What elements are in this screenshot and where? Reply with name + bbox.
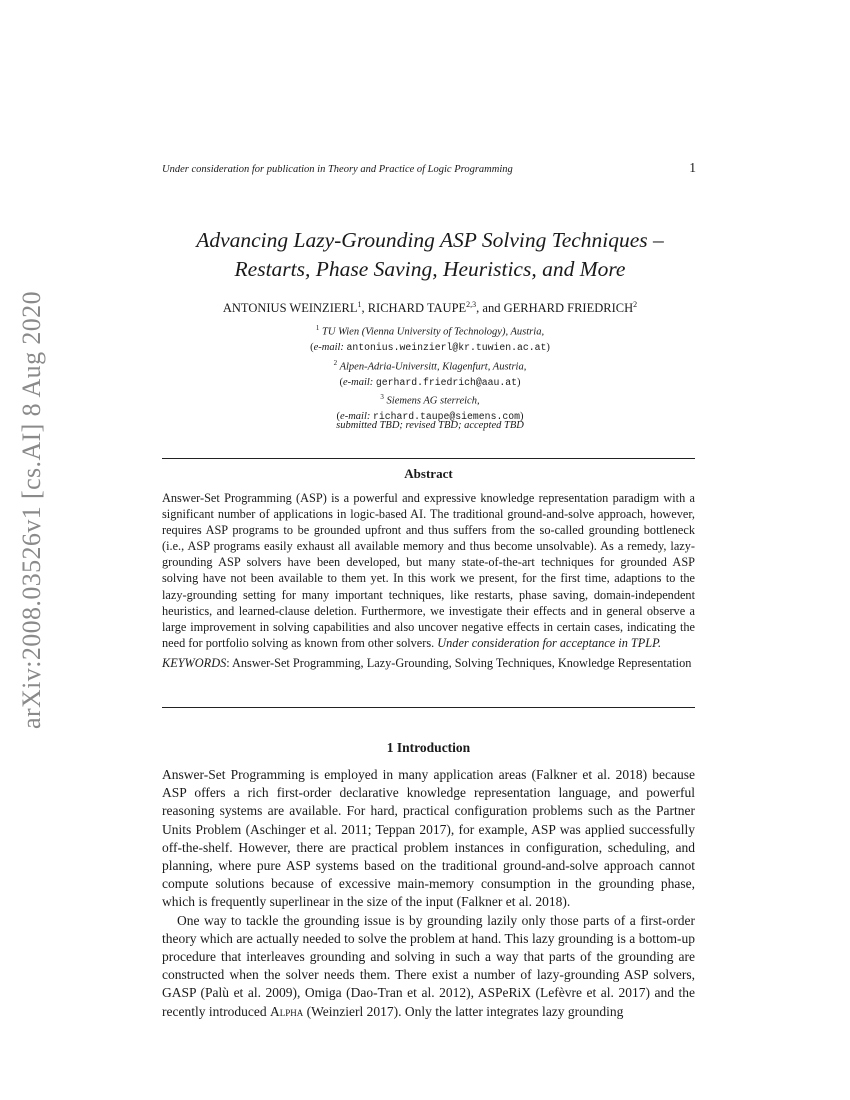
- author-affiliation-mark: 1: [357, 300, 362, 309]
- affiliation-line: [150, 356, 710, 375]
- author-affiliation-mark: 2,3: [466, 300, 477, 309]
- author-name: RICHARD TAUPE: [367, 301, 467, 316]
- author-name: GERHARD FRIEDRICH: [503, 301, 634, 316]
- affiliation-email-line: (e-mail: richard.taupe@siemens.com): [336, 411, 524, 422]
- paper-title: [150, 226, 710, 284]
- running-head-text: Under consideration for publication in Theory and Practice of Logic Programming: [162, 164, 513, 175]
- title-line-1: Advancing Lazy-Grounding ASP Solving Techniques –: [196, 228, 664, 252]
- abstract-note: Under consideration for acceptance in TPLP.: [437, 635, 662, 650]
- author-name: ANTONIUS WEINZIERL: [222, 301, 358, 316]
- author-separator: ,: [361, 301, 368, 316]
- author-list: [150, 300, 710, 316]
- author-email: richard.taupe@siemens.com: [372, 411, 520, 422]
- author-email: gerhard.friedrich@aau.at: [375, 376, 518, 388]
- arxiv-identifier: arXiv:2008.03526v1 [cs.AI] 8 Aug 2020: [17, 291, 47, 729]
- keywords: [162, 656, 695, 671]
- email-label: e-mail:: [342, 376, 374, 388]
- author-separator: , and: [476, 301, 504, 316]
- author-affiliation-mark: 2: [633, 300, 638, 309]
- abstract-bottom-rule: [162, 707, 695, 708]
- affiliation-mark: 3: [380, 393, 384, 401]
- arxiv-side-stamp: [9, 270, 55, 750]
- abstract-top-rule: [162, 458, 695, 459]
- keywords-list: : Answer-Set Programming, Lazy-Grounding, Solving Techniques, Knowledge Representation: [226, 656, 692, 670]
- submission-dates: submitted TBD; revised TBD; accepted TBD: [336, 420, 524, 431]
- author-email: antonius.weinzierl@kr.tuwien.ac.at: [346, 342, 547, 353]
- affiliation-mark: 1: [315, 324, 320, 332]
- affiliation-institution: TU Wien (Vienna University of Technology), Austria,: [322, 326, 545, 338]
- affiliation-line: [150, 390, 710, 409]
- abstract-text: Answer-Set Programming (ASP) is a powerful and expressive knowledge representation paradigm with a significant number of applications in logic-based AI. The traditional ground-and-solve approach, however, requires ASP programs to be grounded upfront and thus suffers from the so-called grounding bottleneck (i.e., ASP programs easily exhaust all available memory and thus become unsolvable). As a remedy, lazy-grounding ASP solvers have been developed, but many state-of-the-art techniques for grounded ASP solving have not been available to them yet. In this work we present, for the first time, adaptions to the lazy-grounding setting for many important techniques, like restarts, phase saving, domain-independent heuristics, and learned-clause deletion. Furthermore, we investigate their effects and in general observe a large improvement in solving capabilities and also uncover negative effects in certain cases, indicating the need for portfolio solving as known from other solvers.: [162, 491, 695, 650]
- affiliation-line: [150, 321, 710, 340]
- paragraph: [162, 912, 695, 1021]
- affiliations: [150, 321, 710, 425]
- affiliation-institution: Alpen-Adria-Universitt, Klagenfurt, Austria,: [339, 361, 527, 372]
- keywords-label: KEYWORDS: [162, 656, 227, 670]
- section-heading-introduction: 1 Introduction: [386, 740, 471, 755]
- paragraph-text: One way to tackle the grounding issue is by grounding lazily only those parts of a first-order theory which are actually needed to solve the problem at hand. This lazy grounding is a bottom-up procedure that interleaves grounding and solving in such a way that parts of the grounding are constructed when the solver needs them. There exist a number of lazy-grounding ASP solvers, GASP (Palù et al. 2009), Omiga (Dao-Tran et al. 2012), ASPeRiX (Lefèvre et al. 2017) and the recently introduced: [162, 912, 695, 1019]
- email-label: e-mail:: [313, 342, 344, 353]
- paragraph-text: (Weinzierl 2017). Only the latter integrates lazy grounding: [303, 1003, 624, 1019]
- paragraph: Answer-Set Programming is employed in many application areas (Falkner et al. 2018) because ASP offers a rich first-order declarative knowledge representation language, and powerful reasoning systems are available. For hard, practical configuration problems such as the Partner Units Problem (Aschinger et al. 2011; Teppan 2017), for example, ASP was applied successfully off-the-shelf. However, there are practical problem instances in configuration, scheduling, and planning, where pure ASP systems based on the traditional ground-and-solve approach cannot compute solutions because of excessive main-memory consumption in the grounding phase, which is frequently superlinear in the size of the input (Falkner et al. 2018).: [162, 767, 695, 910]
- abstract-body: [162, 490, 695, 651]
- introduction-body: [162, 766, 695, 1021]
- affiliation-institution: Siemens AG sterreich,: [386, 395, 480, 407]
- abstract-heading: Abstract: [404, 466, 453, 481]
- system-name-alpha: Alpha: [269, 1003, 304, 1019]
- title-line-2: Restarts, Phase Saving, Heuristics, and More: [234, 257, 626, 281]
- affiliation-email-line: (e-mail: antonius.weinzierl@kr.tuwien.ac.at): [310, 342, 550, 353]
- email-label: e-mail:: [340, 411, 371, 422]
- affiliation-email-line: (e-mail: gerhard.friedrich@aau.at): [339, 376, 521, 388]
- affiliation-mark: 2: [333, 358, 338, 367]
- page-number: 1: [689, 160, 696, 175]
- running-head: [162, 160, 696, 180]
